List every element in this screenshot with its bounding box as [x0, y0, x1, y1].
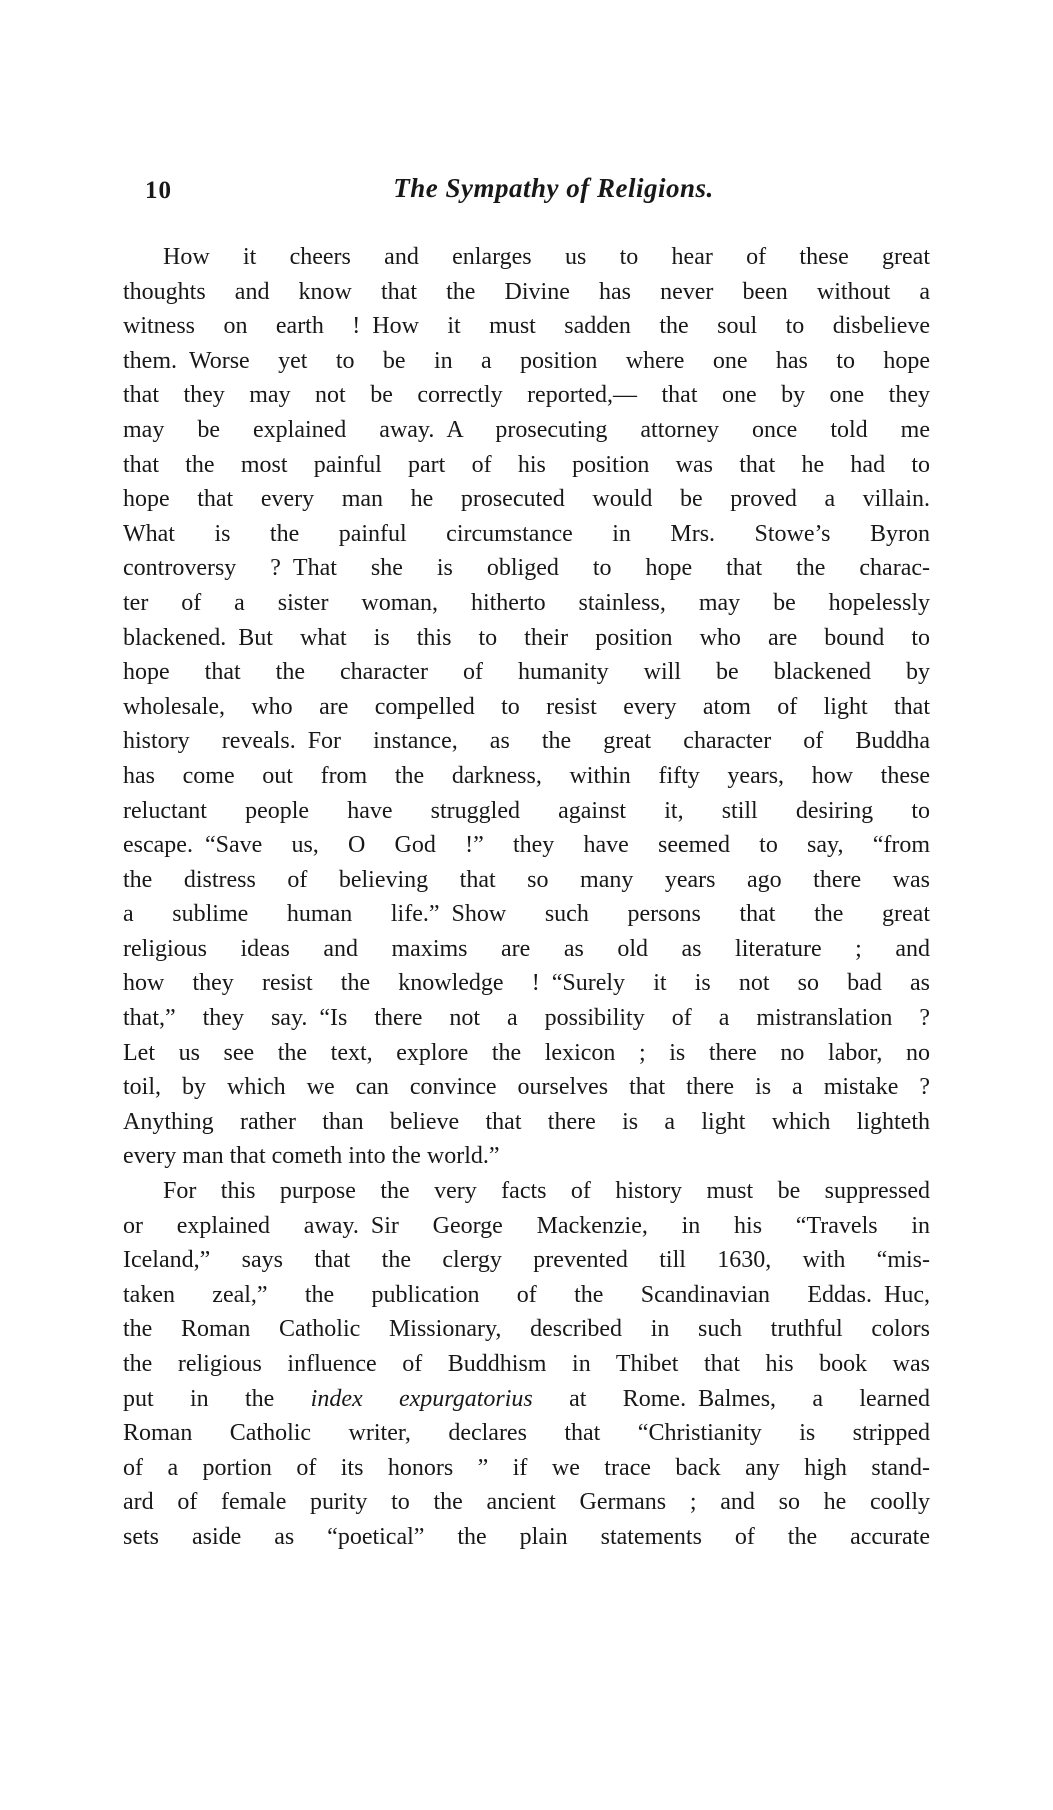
- text-line: blackened. But what is this to their position who are bound to: [123, 624, 930, 651]
- text-line: escape. “Save us, O God !” they have seemed to say, “from: [123, 832, 930, 859]
- text-line: or explained away. Sir George Mackenzie, in his “Travels in: [123, 1212, 930, 1239]
- text-line: toil, by which we can convince ourselves that there is a mistake ?: [123, 1074, 930, 1101]
- text-line: the distress of believing that so many years ago there was: [123, 866, 930, 893]
- running-title: The Sympathy of Religions.: [393, 173, 714, 203]
- text-line: witness on earth ! How it must sadden the soul to disbelieve: [123, 313, 930, 340]
- text-line: religious ideas and maxims are as old as literature ; and: [123, 935, 930, 962]
- text-line: hope that the character of humanity will be blackened by: [123, 659, 930, 686]
- text-line: [123, 1382, 930, 1417]
- text-line: wholesale, who are compelled to resist every atom of light that: [123, 693, 930, 720]
- text-line: For this purpose the very facts of history must be suppressed: [163, 1178, 930, 1205]
- text-line: taken zeal,” the publication of the Scandinavian Eddas. Huc,: [123, 1281, 930, 1308]
- text-line: reluctant people have struggled against it, still desiring to: [123, 797, 930, 824]
- text-line: thoughts and know that the Divine has never been without a: [123, 278, 930, 305]
- text-line: that the most painful part of his position was that he had to: [123, 451, 930, 478]
- text-line: how they resist the knowledge ! “Surely it is not so bad as: [123, 970, 930, 997]
- text-body: [123, 240, 930, 1555]
- text-run: at Rome. Balmes, a learned: [532, 1385, 930, 1412]
- page-number: 10: [145, 177, 172, 204]
- text-line: history reveals. For instance, as the great character of Buddha: [123, 728, 930, 755]
- text-line: every man that cometh into the world.”: [123, 1143, 500, 1170]
- text-line: the Roman Catholic Missionary, described in such truthful colors: [123, 1316, 930, 1343]
- text-line: may be explained away. A prosecuting attorney once told me: [123, 416, 930, 443]
- text-line: a sublime human life.” Show such persons that the great: [123, 901, 930, 928]
- text-line: Iceland,” says that the clergy prevented till 1630, with “mis-: [123, 1247, 930, 1274]
- paragraph: [123, 1174, 930, 1555]
- text-line: of a portion of its honors ” if we trace back any high stand-: [123, 1454, 930, 1481]
- italic-phrase: index expurgatorius: [310, 1385, 533, 1412]
- text-run: put in the: [123, 1385, 311, 1412]
- text-line: has come out from the darkness, within fifty years, how these: [123, 762, 930, 789]
- text-line: ter of a sister woman, hitherto stainless, may be hopelessly: [123, 589, 930, 616]
- paragraph: [123, 240, 930, 1174]
- text-line: the religious influence of Buddhism in Thibet that his book was: [123, 1351, 930, 1377]
- text-line: them. Worse yet to be in a position where one has to hope: [123, 347, 930, 374]
- text-line: Anything rather than believe that there is a light which lighteth: [123, 1108, 930, 1135]
- text-line: that they may not be correctly reported,— that one by one they: [123, 382, 930, 409]
- text-line: that,” they say. “Is there not a possibility of a mistranslation ?: [123, 1005, 930, 1032]
- text-line: Roman Catholic writer, declares that “Christianity is stripped: [123, 1420, 930, 1447]
- text-line: controversy ? That she is obliged to hope that the charac-: [123, 555, 930, 582]
- text-line: hope that every man he prosecuted would be proved a villain.: [123, 486, 930, 513]
- text-line: sets aside as “poetical” the plain statements of the accurate: [123, 1523, 930, 1550]
- text-line: Let us see the text, explore the lexicon ; is there no labor, no: [123, 1039, 930, 1066]
- text-line: How it cheers and enlarges us to hear of these great: [163, 244, 930, 270]
- text-line: What is the painful circumstance in Mrs. Stowe’s Byron: [123, 520, 930, 547]
- text-line: ard of female purity to the ancient Germans ; and so he coolly: [123, 1489, 930, 1516]
